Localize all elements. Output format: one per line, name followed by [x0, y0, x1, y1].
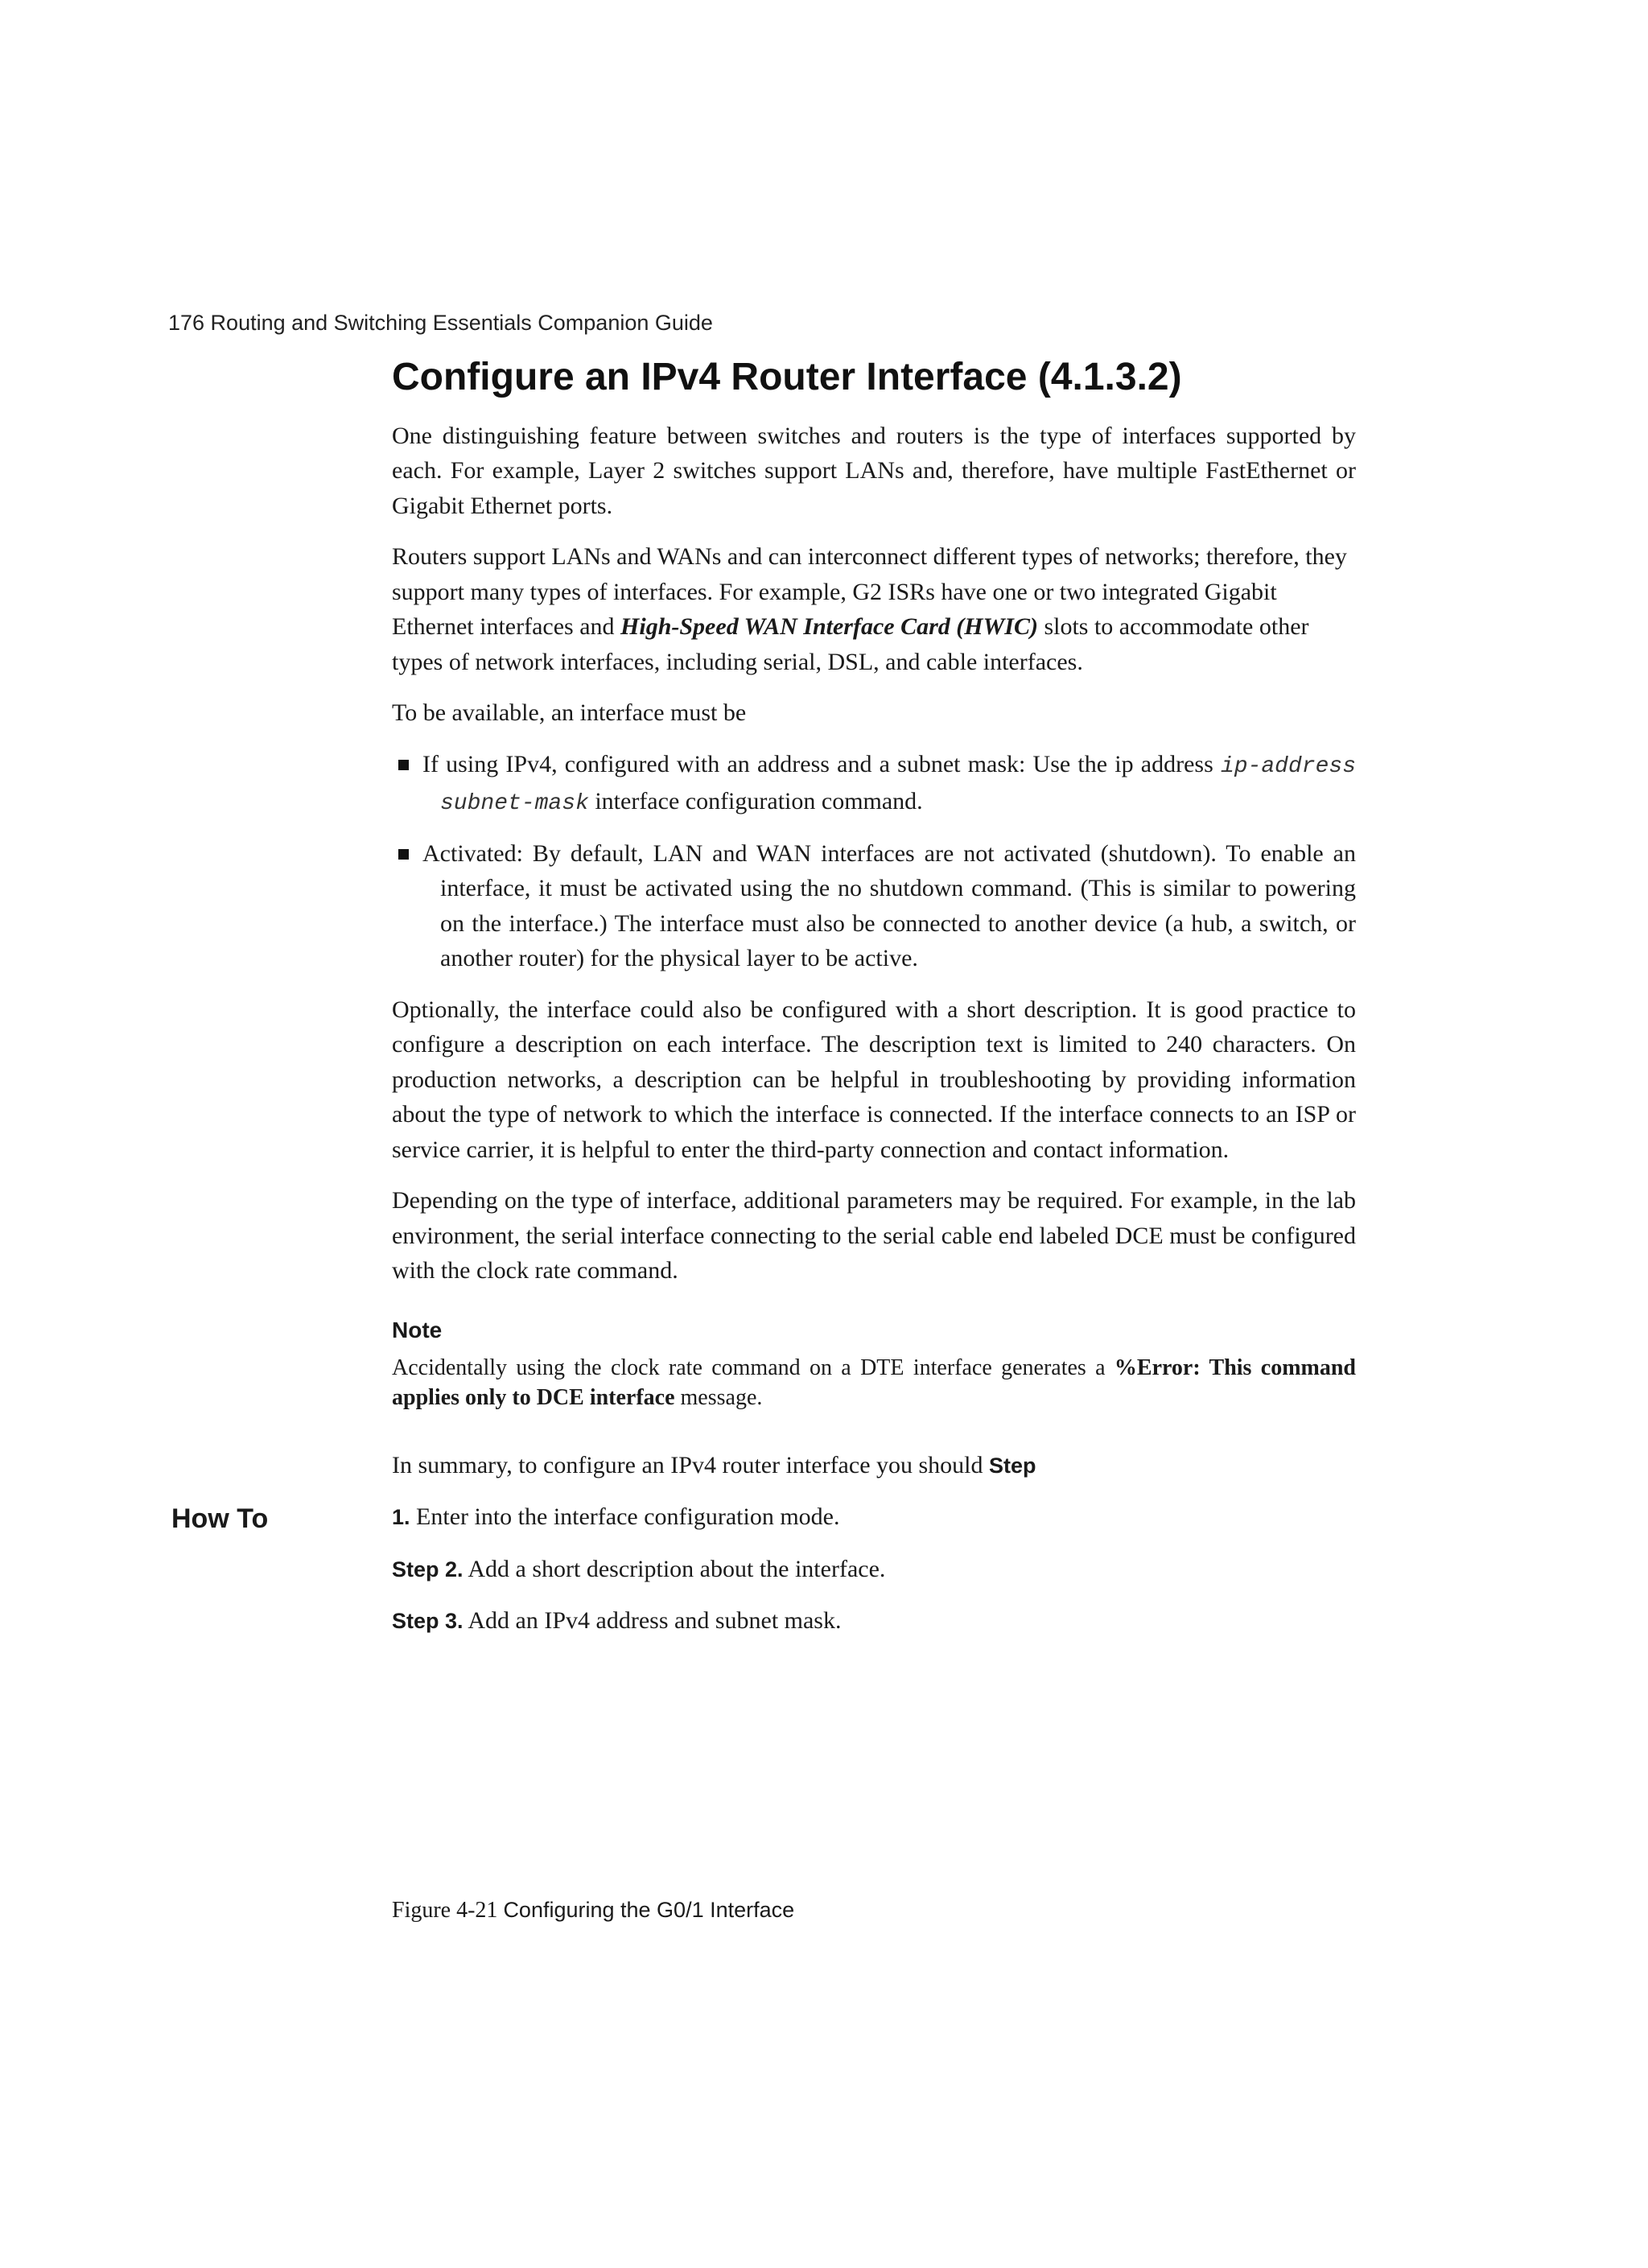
note-text-start: Accidentally using the clock rate command on a DTE interface generates a	[392, 1355, 1114, 1380]
requirements-list	[392, 747, 1356, 976]
bullet-2-text: Activated: By default, LAN and WAN interfaces are not activated (shutdown). To enable an interface, it must be activated using the no shutdown command. (This is similar to powering on the interface.) The interface must also be connected to another device (a hub, a switch, or another router) for the physical layer to be active.	[422, 839, 1356, 972]
note-error-message: %Error: This command applies only to DCE interface	[392, 1355, 1356, 1410]
paragraph-routers-text-end: slots to accommodate other types of network interfaces, including serial, DSL, and cable interfaces.	[392, 613, 1309, 675]
list-item	[392, 747, 1356, 822]
summary-text: In summary, to configure an IPv4 router interface you should	[392, 1451, 990, 1478]
paragraph-routers	[392, 539, 1356, 679]
note-text-end: message.	[674, 1384, 763, 1410]
bullet-1-code: ip-address subnet-mask	[440, 753, 1356, 817]
summary-line	[392, 1448, 1356, 1484]
running-header: 176 Routing and Switching Essentials Companion Guide	[168, 311, 713, 335]
square-bullet-icon	[398, 849, 409, 860]
hwic-term: High-Speed WAN Interface Card (HWIC)	[620, 613, 1038, 641]
step-1-label: 1.	[392, 1505, 410, 1530]
figure-caption	[392, 1898, 794, 1924]
section-heading: Configure an IPv4 Router Interface (4.1.3.2)	[392, 356, 1182, 398]
note-label: Note	[392, 1317, 443, 1342]
summary-step-label: Step	[989, 1453, 1036, 1478]
step-1	[392, 1499, 1356, 1536]
main-content	[392, 354, 1356, 1656]
step-3-label: Step 3.	[392, 1609, 464, 1634]
how-to-label: How To	[171, 1503, 269, 1534]
step-3-text: Add an IPv4 address and subnet mask.	[468, 1607, 842, 1635]
paragraph-available: To be available, an interface must be	[392, 699, 747, 727]
list-item	[392, 836, 1356, 976]
step-3	[392, 1603, 1356, 1639]
bullet-1-text-end: interface configuration command.	[588, 788, 923, 815]
step-2	[392, 1552, 1356, 1588]
figure-title: Configuring the G0/1 Interface	[503, 1898, 795, 1922]
paragraph-routers-text: Routers support LANs and WANs and can interconnect different types of networks; therefore, they support many types of interfaces. For example, G2 ISRs have one or two integrated Gigabit Ethernet interfaces and	[392, 543, 1347, 641]
square-bullet-icon	[398, 760, 409, 770]
paragraph-description: Optionally, the interface could also be configured with a short description. It is good practice to configure a description on each interface. The description text is limited to 240 characters. On production networks, a description can be helpful in troubleshooting by providing information about the type of network to which the interface is connected. If the interface connects to an ISP or service carrier, it is helpful to enter the third-party connection and contact information.	[392, 996, 1356, 1163]
step-2-label: Step 2.	[392, 1557, 464, 1581]
paragraph-intro: One distinguishing feature between switches and routers is the type of interfaces supported by each. For example, Layer 2 switches support LANs and, therefore, have multiple FastEthernet or Gigabit Ethernet ports.	[392, 422, 1356, 519]
bullet-1-text: If using IPv4, configured with an address and a subnet mask: Use the ip address	[422, 750, 1221, 777]
figure-number: Figure 4-21	[392, 1898, 498, 1923]
step-2-text: Add a short description about the interface.	[468, 1555, 886, 1582]
paragraph-parameters: Depending on the type of interface, additional parameters may be required. For example, in the lab environment, the serial interface connecting to the serial cable end labeled DCE must be configured with the clock rate command.	[392, 1187, 1356, 1285]
note-text	[392, 1353, 1356, 1412]
step-1-text: Enter into the interface configuration mode.	[416, 1503, 840, 1531]
